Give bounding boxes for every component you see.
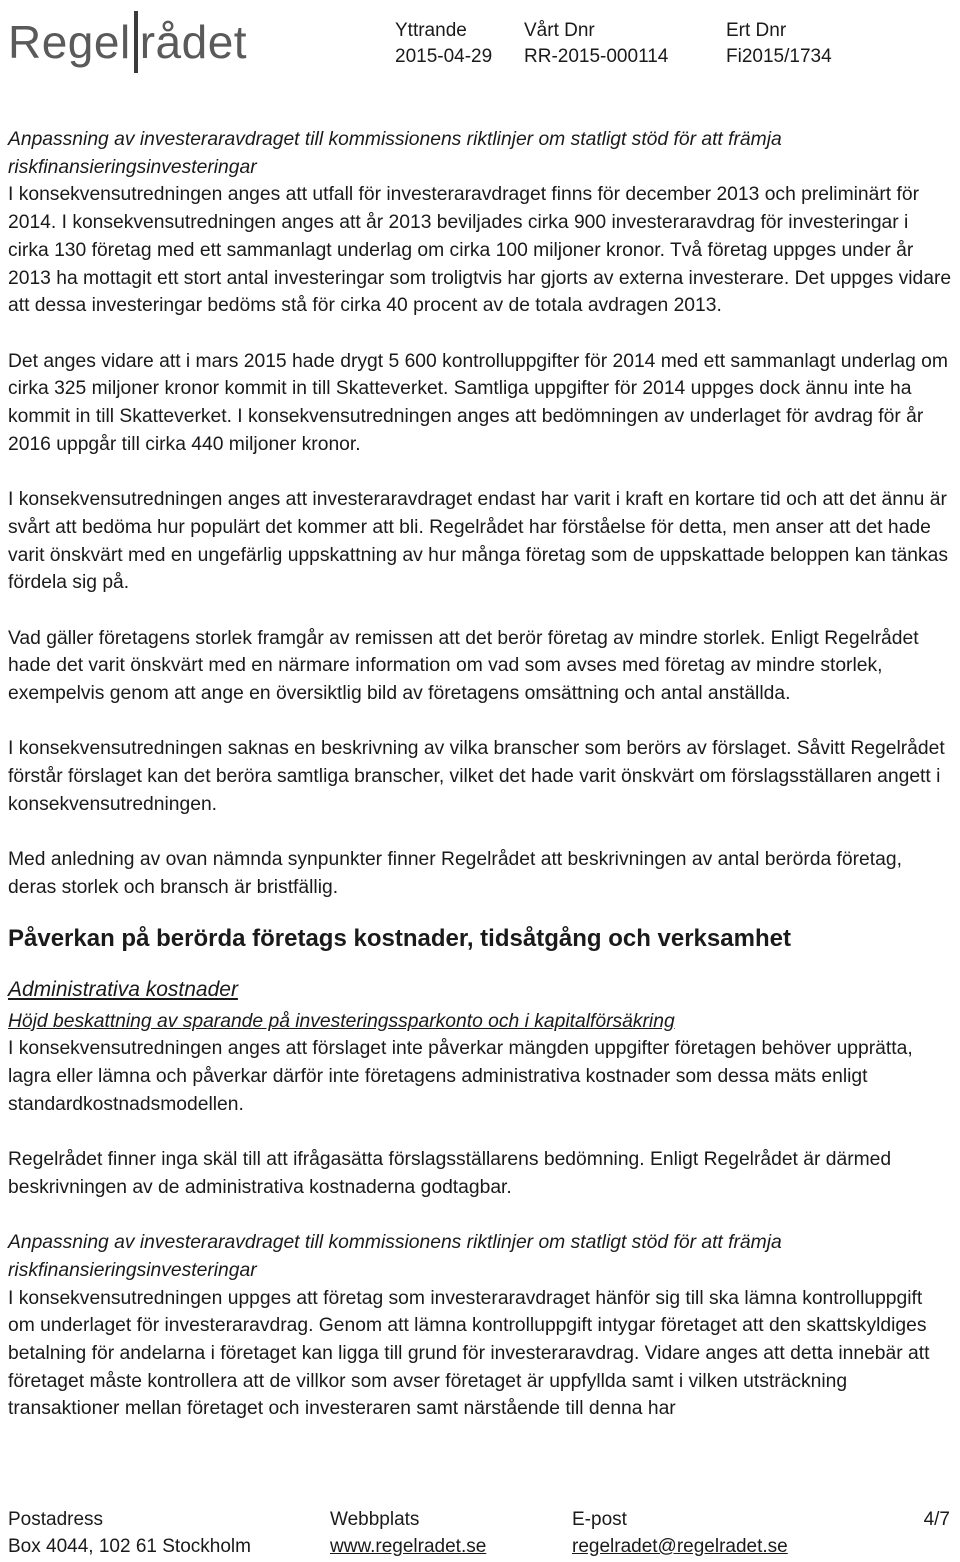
paragraph-1: I konsekvensutredningen anges att utfall för investeraravdraget finns för december 2013 och preliminärt för 2014. I konsekvensutredningen anges att år 2013 beviljades cirka 900 investeraravdrag för investeringar i cirka 130 företag med ett sammanlagt underlag om cirka 100 miljoner kronor. Två företag uppges under år 2013 ha mottagit ett stort antal investeringar som troligtvis har gjorts av externa investerare. Det uppges vidare att dessa investeringar bedöms stå för cirka 40 procent av de totala avdragen 2013. <box>8 184 952 317</box>
logo-text-right: rådet <box>139 16 248 68</box>
webbplats-link[interactable]: www.regelradet.se <box>330 1536 487 1557</box>
postadress-value: Box 4044, 102 61 Stockholm <box>8 1536 251 1557</box>
heading-paverkan: Påverkan på berörda företags kostnader, tidsåtgång och verksamhet <box>8 924 791 952</box>
postadress-label: Postadress <box>8 1509 104 1530</box>
ert-dnr-label: Ert Dnr <box>726 20 787 41</box>
header-vart-dnr <box>524 18 668 70</box>
logo-divider <box>134 11 138 73</box>
header-yttrande <box>395 18 492 70</box>
section-title-investeraravdrag-2: Anpassning av investeraravdraget till kommissionens riktlinjer om statligt stöd för att främja riskfinansieringsinvesteringar <box>8 1232 782 1281</box>
page-footer <box>0 1506 960 1562</box>
footer-webbplats <box>330 1506 486 1560</box>
paragraph-7: I konsekvensutredningen anges att förslaget inte påverkar mängden uppgifter företagen behöver upprätta, lagra eller lämna och påverkar därför inte företagens administrativa kostnader som dessa mäts enligt standardkostnadsmodellen. <box>8 1038 913 1115</box>
document-body <box>8 126 954 1423</box>
vart-dnr-value: RR-2015-000114 <box>524 46 669 67</box>
logo-text-left: Regel <box>8 16 131 68</box>
epost-link[interactable]: regelradet@regelradet.se <box>572 1536 788 1557</box>
page-number: 4/7 <box>923 1509 950 1530</box>
regelradet-logo <box>8 10 247 74</box>
paragraph-4: Vad gäller företagens storlek framgår av remissen att det berör företag av mindre storlek. Enligt Regelrådet hade det varit önskvärt med en närmare information om vad som avses med företag av mindre storlek, exempelvis genom att ange en översiktlig bild av företagens omsättning och antal anställda. <box>8 627 919 705</box>
webbplats-label: Webbplats <box>330 1509 420 1530</box>
paragraph-8: Regelrådet finner inga skäl till att ifrågasätta förslagsställarens bedömning. Enligt Regelrådet är därmed beskrivningen av de administrativa kostnaderna godtagbar. <box>8 1149 892 1198</box>
paragraph-9: I konsekvensutredningen uppges att företag som investeraravdraget hänför sig till ska lämna kontrolluppgift om underlaget för investeraravdrag. Genom att lämna kontrolluppgift intygar företaget att den skattskyldiges betalning för andelarna i företaget kan ligga till grund för investeraravdrag. Vidare anges att detta innebär att företaget måste kontrollera att de villkor som avser företaget är uppfyllda samt i vilken utsträckning transaktioner mellan företaget och investeraren samt närstående till denna har <box>8 1287 930 1420</box>
footer-postadress <box>8 1506 251 1560</box>
yttrande-label: Yttrande <box>395 20 467 41</box>
vart-dnr-label: Vårt Dnr <box>524 20 595 41</box>
paragraph-3: I konsekvensutredningen anges att investeraravdraget endast har varit i kraft en kortare tid och att det ännu är svårt att bedöma hur populärt det kommer att bli. Regelrådet har förståelse för detta, men anser att det hade varit önskvärt med en ungefärlig uppskattning av hur många företag som de uppskattade beloppen kan tänkas fördela sig på. <box>8 489 949 594</box>
footer-epost <box>572 1506 788 1560</box>
header-ert-dnr <box>726 18 832 70</box>
subheading-hojd-beskattning: Höjd beskattning av sparande på investeringssparkonto och i kapitalförsäkring <box>8 1010 675 1032</box>
paragraph-2: Det anges vidare att i mars 2015 hade drygt 5 600 kontrolluppgifter för 2014 med ett sammanlagt underlag om cirka 325 miljoner kronor kommit in till Skatteverket. Samtliga uppgifter för 2014 uppges dock ännu inte ha kommit in till Skatteverket. I konsekvensutredningen anges att bedömningen av underlaget för avdrag för år 2016 uppgår till cirka 440 miljoner kronor. <box>8 350 948 455</box>
paragraph-5: I konsekvensutredningen saknas en beskrivning av vilka branscher som berörs av förslaget. Såvitt Regelrådet förstår förslaget kan det beröra samtliga branscher, vilket det hade varit önskvärt om förslagsställaren angett i konsekvensutredningen. <box>8 738 945 815</box>
heading-administrativa-kostnader: Administrativa kostnader <box>8 977 238 1001</box>
epost-label: E-post <box>572 1509 627 1530</box>
ert-dnr-value: Fi2015/1734 <box>726 46 832 67</box>
section-title-investeraravdrag: Anpassning av investeraravdraget till kommissionens riktlinjer om statligt stöd för att främja riskfinansieringsinvesteringar <box>8 129 782 178</box>
paragraph-6: Med anledning av ovan nämnda synpunkter finner Regelrådet att beskrivningen av antal berörda företag, deras storlek och bransch är bristfällig. <box>8 849 902 898</box>
yttrande-value: 2015-04-29 <box>395 46 493 67</box>
